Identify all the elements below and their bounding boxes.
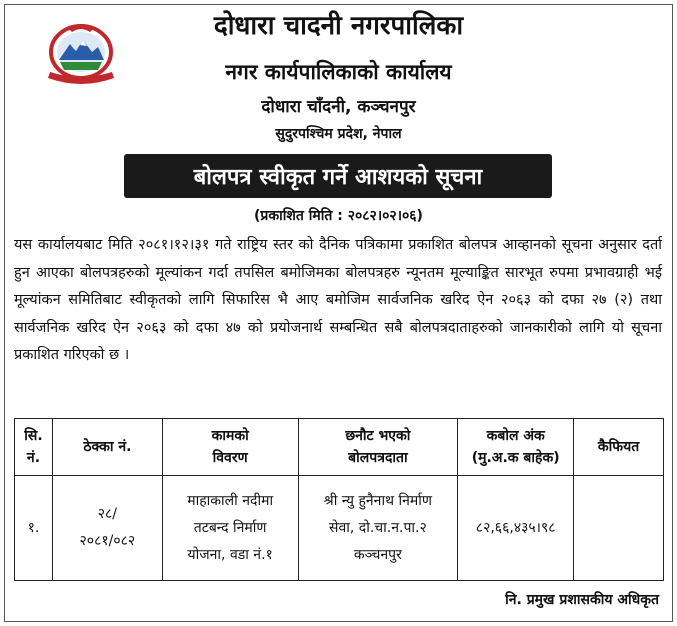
table-header-row bbox=[15, 419, 664, 476]
office-address: दोधारा चाँदनी, कञ्चनपुर bbox=[261, 97, 416, 117]
header-contract-no: ठेक्का नं. bbox=[52, 419, 162, 476]
header-remarks: कैफियत bbox=[574, 419, 664, 476]
header-sn: सि. नं. bbox=[15, 419, 53, 476]
header-bid-amount: कबोल अंक (मु.अ.क बाहेक) bbox=[458, 419, 574, 476]
publication-date: (प्रकाशित मिति : २०८२।०२।०६) bbox=[254, 208, 423, 224]
signatory: नि. प्रमुख प्रशासकीय अधिकृत bbox=[505, 592, 659, 608]
header-selected-bidder: छनौट भएको बोलपत्रदाता bbox=[298, 419, 458, 476]
municipality-name: दोधारा चादनी नगरपालिका bbox=[213, 11, 464, 41]
table-row bbox=[15, 476, 664, 581]
bid-table bbox=[14, 418, 664, 581]
cell-remarks bbox=[574, 476, 664, 581]
notice-title: बोलपत्र स्वीकृत गर्ने आशयको सूचना bbox=[124, 154, 552, 198]
cell-bid-amount: ८२,६६,४३५।९८ bbox=[458, 476, 574, 581]
office-name: नगर कार्यपालिकाको कार्यालय bbox=[225, 60, 452, 84]
header-work-description: कामको विवरण bbox=[162, 419, 298, 476]
cell-work-description: माहाकाली नदीमा तटबन्द निर्माण योजना, वडा नं.१ bbox=[162, 476, 298, 581]
cell-sn: १. bbox=[15, 476, 53, 581]
cell-selected-bidder: श्री न्यु हुनैनाथ निर्माण सेवा, दो.चा.न.पा.२ कञ्चनपुर bbox=[298, 476, 458, 581]
notice-body: यस कार्यालयबाट मिति २०८१।१२।३१ गते राष्ट्रिय स्तर को दैनिक पत्रिकामा प्रकाशित बोलपत्र आव्हानको सूचना अनुसार दर्ता हुन आएका बोलपत्रहरुको मूल्यांकन गर्दा तपसिल बमोजिमका बोलपत्रहरु न्यूनतम मूल्याङ्कित सारभूत रुपमा प्रभावग्राही भई मूल्यांकन समितिबाट स्वीकृतको लागि सिफारिस भै आए बमोजिम सार्वजनिक खरिद ऐन २०६३ को दफा २७ (२) तथा सार्वजनिक खरिद ऐन २०६३ को दफा ४७ को प्रयोजनार्थ सम्बन्धित सबै बोलपत्रदाताहरुको जानकारीको लागि यो सूचना प्रकाशित गरिएको छ । bbox=[14, 237, 662, 363]
province-name: सुदुरपश्चिम प्रदेश, नेपाल bbox=[275, 126, 402, 142]
cell-contract-no: २८/ २०८१/०८२ bbox=[52, 476, 162, 581]
